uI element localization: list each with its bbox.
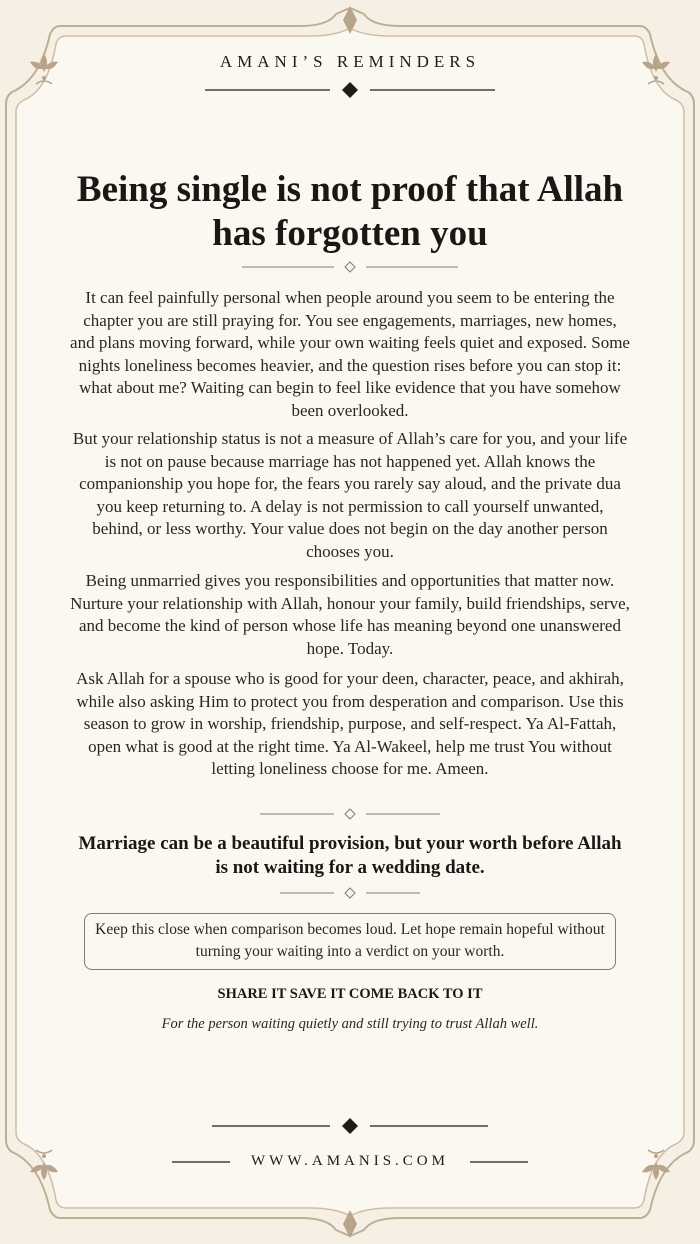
paragraph-4: Ask Allah for a spouse who is good for your deen, character, peace, and akhirah, while also asking Him to protect you from desperation and comparison. Use this season to grow in worship, friendship, purpose, and self-respect. Ya Al-Fattah, open what is good at the right time. Ya Al-Wakeel, help me trust You without letting loneliness choose for me. Ameen. [76, 669, 624, 778]
highlight-quote: Marriage can be a beautiful provision, but your worth before Allah is not waiting for a wedding date. [78, 833, 622, 878]
note-box [84, 913, 616, 970]
page-title: Being single is not proof that Allah has forgotten you [76, 169, 624, 254]
paragraph-2: But your relationship status is not a measure of Allah’s care for you, and your life is not on pause because marriage has not happened yet. Allah knows the companionship you hope for, the fears you rarely say aloud, and the private dua you keep returning to. A delay is not permission to call yourself unwanted, behind, or less worthy. Your value does not begin on the day another person chooses you. [72, 429, 628, 561]
share-callout: SHARE IT SAVE IT COME BACK TO IT [217, 986, 483, 1002]
brand-header: AMANI’S REMINDERS [219, 52, 481, 71]
dedication-line: For the person waiting quietly and still trying to trust Allah well. [161, 1016, 539, 1032]
paragraph-1: It can feel painfully personal when people around you seem to be entering the chapter you are still praying for. You see engagements, marriages, new homes, and plans moving forward, while your own waiting feels quiet and exposed. Some nights loneliness becomes heavier, and the question rises before you can stop it: what about me? Waiting can begin to feel like evidence that you have somehow been overlooked. [70, 288, 630, 420]
note-box-text: Keep this close when comparison becomes loud. Let hope remain hopeful without turning your waiting into a verdict on your worth. [95, 921, 605, 960]
website-link[interactable]: WWW.AMANIS.COM [251, 1153, 449, 1169]
paragraph-3: Being unmarried gives you responsibilities and opportunities that matter now. Nurture your relationship with Allah, honour your family, build friendships, serve, and become the kind of person whose life has meaning beyond one unanswered hope. Today. [70, 571, 630, 658]
